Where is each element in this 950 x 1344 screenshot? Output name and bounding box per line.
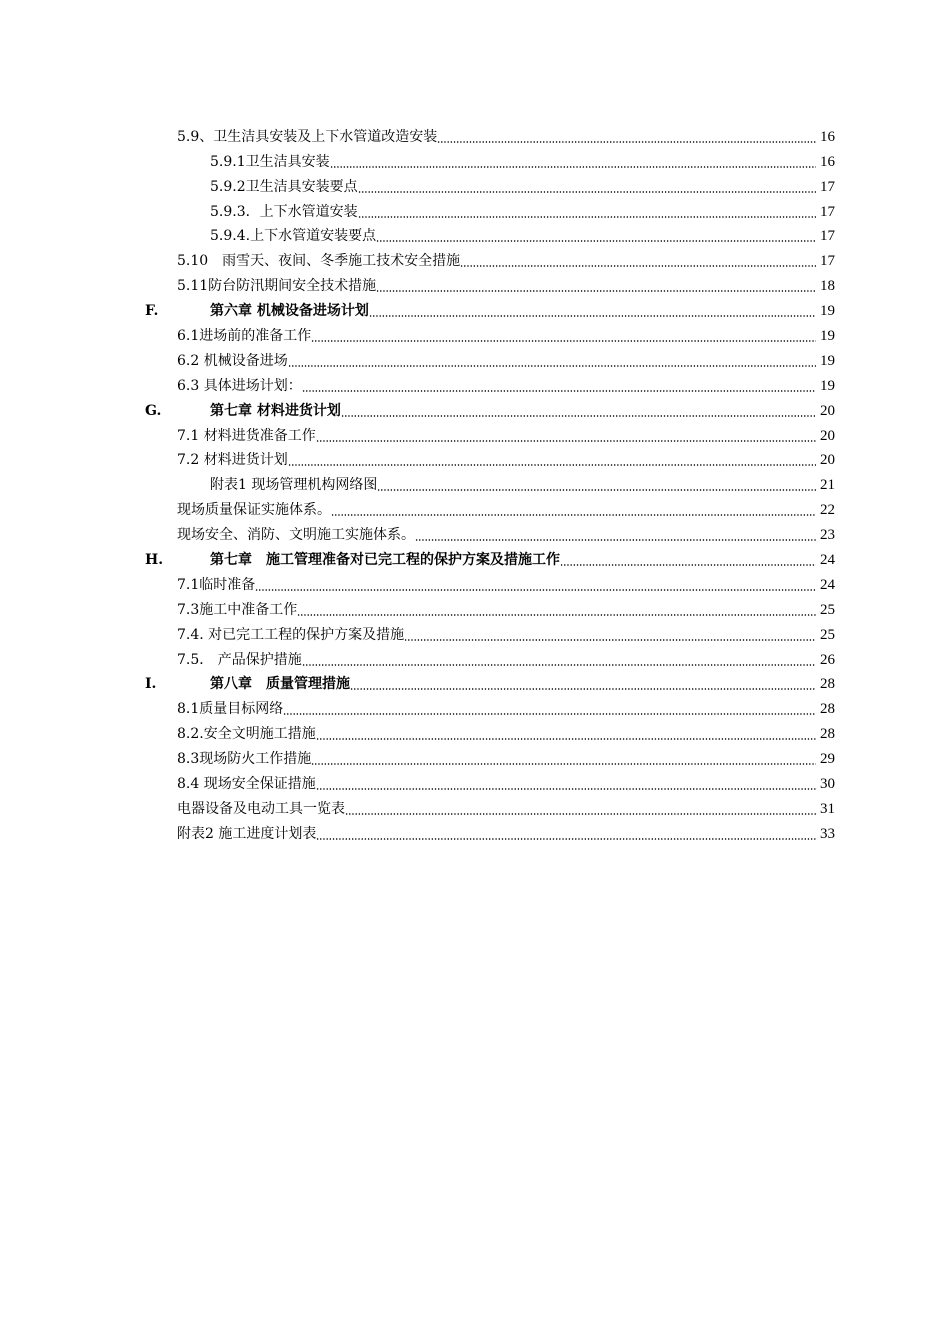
- toc-entry-title: 现场质量保证实施体系。: [177, 502, 331, 519]
- toc-entry-title: 6.3 具体进场计划：: [177, 377, 302, 394]
- toc-entry-body: [177, 352, 835, 370]
- toc-entry-title: 8.3现场防火工作措施: [177, 751, 312, 768]
- toc-entry[interactable]: [145, 597, 835, 622]
- toc-dot-leader: [560, 564, 816, 566]
- toc-entry[interactable]: [145, 771, 835, 796]
- toc-page-number: 17: [820, 178, 835, 195]
- toc-entry-title: 第六章 机械设备进场计划: [210, 303, 369, 320]
- toc-entry[interactable]: [145, 572, 835, 597]
- toc-entry-title: 6.1进场前的准备工作: [177, 328, 312, 345]
- toc-entry-body: [210, 153, 835, 171]
- toc-page-number: 24: [820, 552, 835, 569]
- toc-entry-body: [177, 501, 835, 519]
- toc-entry-body: [177, 651, 835, 669]
- toc-entry-title: 附表2 施工进度计划表: [177, 825, 317, 842]
- toc-entry-title: 现场安全、消防、文明施工实施体系。: [177, 527, 415, 544]
- toc-entry-body: [177, 277, 835, 295]
- toc-page-number: 24: [820, 576, 835, 593]
- toc-entry-title: 5.11防台防汛期间安全技术措施: [177, 278, 377, 295]
- toc-page-number: 20: [820, 452, 835, 469]
- toc-entry[interactable]: [145, 174, 835, 199]
- toc-entry-body: [177, 128, 835, 146]
- toc-page-number: 26: [820, 651, 835, 668]
- toc-entry[interactable]: [145, 298, 835, 323]
- toc-dot-leader: [311, 763, 816, 765]
- toc-entry[interactable]: [145, 423, 835, 448]
- toc-entry-title: 5.10 雨雪天、夜间、冬季施工技术安全措施: [177, 253, 461, 270]
- toc-page-number: 28: [820, 701, 835, 718]
- toc-page-number: 28: [820, 676, 835, 693]
- toc-dot-leader: [330, 166, 816, 168]
- toc-entry-body: [210, 402, 835, 420]
- toc-dot-leader: [415, 539, 816, 541]
- toc-entry-body: [177, 526, 835, 544]
- toc-entry-body: [177, 800, 835, 818]
- toc-dot-leader: [288, 464, 816, 466]
- toc-entry-title: 7.1 材料进货准备工作: [177, 427, 316, 444]
- toc-page-number: 25: [820, 601, 835, 618]
- toc-page-number: 22: [820, 502, 835, 519]
- toc-dot-leader: [460, 265, 816, 267]
- toc-entry-title: 5.9.1卫生洁具安装: [210, 153, 330, 170]
- toc-entry-title: 8.1质量目标网络: [177, 701, 284, 718]
- toc-page-number: 17: [820, 253, 835, 270]
- toc-entry-marker: H.: [145, 552, 164, 569]
- toc-dot-leader: [302, 390, 816, 392]
- toc-dot-leader: [283, 713, 816, 715]
- toc-entry-marker: G.: [145, 402, 162, 419]
- toc-page-number: 19: [820, 377, 835, 394]
- toc-entry-body: [177, 576, 835, 594]
- toc-dot-leader: [350, 688, 816, 690]
- toc-entry-title: 附表1 现场管理机构网络图: [210, 477, 378, 494]
- toc-page-number: 16: [820, 153, 835, 170]
- toc-entry[interactable]: [145, 497, 835, 522]
- toc-dot-leader: [437, 141, 816, 143]
- toc-dot-leader: [297, 614, 816, 616]
- toc-entry-title: 第七章 施工管理准备对已完工程的保护方案及措施工作: [210, 552, 560, 569]
- toc-entry[interactable]: [145, 224, 835, 249]
- table-of-contents: [145, 124, 835, 846]
- toc-page-number: 30: [820, 776, 835, 793]
- toc-page-number: 19: [820, 328, 835, 345]
- toc-entry-body: [177, 825, 835, 843]
- toc-entry-body: [210, 227, 835, 245]
- toc-page-number: 23: [820, 527, 835, 544]
- toc-entry-title: 5.9.2卫生洁具安装要点: [210, 178, 358, 195]
- toc-entry-title: 第八章 质量管理措施: [210, 676, 350, 693]
- toc-entry-body: [177, 700, 835, 718]
- toc-page-number: 28: [820, 726, 835, 743]
- toc-entry[interactable]: [145, 746, 835, 771]
- toc-dot-leader: [376, 290, 816, 292]
- toc-entry-body: [210, 178, 835, 196]
- toc-page-number: 21: [820, 477, 835, 494]
- toc-entry-body: [177, 252, 835, 270]
- toc-dot-leader: [288, 365, 816, 367]
- toc-entry-body: [177, 327, 835, 345]
- toc-page-number: 19: [820, 303, 835, 320]
- toc-entry[interactable]: [145, 149, 835, 174]
- toc-entry[interactable]: [145, 323, 835, 348]
- toc-entry-title: 8.2.安全文明施工措施: [177, 726, 316, 743]
- toc-entry[interactable]: [145, 721, 835, 746]
- toc-entry[interactable]: [145, 348, 835, 373]
- toc-entry[interactable]: [145, 622, 835, 647]
- toc-entry[interactable]: [145, 647, 835, 672]
- toc-entry-body: [177, 377, 835, 395]
- toc-dot-leader: [377, 489, 816, 491]
- toc-entry-body: [177, 601, 835, 619]
- toc-page-number: 33: [820, 825, 835, 842]
- toc-entry[interactable]: [145, 547, 835, 572]
- toc-entry-body: [210, 476, 835, 494]
- toc-entry-title: 6.2 机械设备进场: [177, 352, 288, 369]
- toc-dot-leader: [345, 813, 816, 815]
- toc-page-number: 19: [820, 352, 835, 369]
- toc-entry[interactable]: [145, 796, 835, 821]
- toc-entry[interactable]: [145, 248, 835, 273]
- toc-dot-leader: [316, 738, 816, 740]
- toc-entry-title: 7.5． 产品保护措施: [177, 651, 302, 668]
- toc-entry-title: 7.1临时准备: [177, 576, 256, 593]
- toc-entry[interactable]: [145, 522, 835, 547]
- toc-dot-leader: [316, 788, 816, 790]
- toc-entry-body: [177, 451, 835, 469]
- toc-entry-body: [177, 626, 835, 644]
- toc-page-number: 29: [820, 751, 835, 768]
- toc-entry[interactable]: [145, 373, 835, 398]
- toc-dot-leader: [316, 440, 816, 442]
- toc-entry-title: 5.9.4.上下水管道安装要点: [210, 228, 377, 245]
- toc-entry-body: [210, 675, 835, 693]
- toc-entry-body: [177, 750, 835, 768]
- toc-entry[interactable]: [145, 398, 835, 423]
- toc-entry-title: 7.3施工中准备工作: [177, 601, 298, 618]
- toc-entry-title: 电器设备及电动工具一览表: [177, 800, 345, 817]
- toc-entry[interactable]: [145, 696, 835, 721]
- toc-entry-body: [210, 203, 835, 221]
- toc-dot-leader: [255, 589, 816, 591]
- toc-page-number: 20: [820, 402, 835, 419]
- toc-page-number: 16: [820, 128, 835, 145]
- toc-page-number: 20: [820, 427, 835, 444]
- toc-entry-title: 7.4. 对已完工工程的保护方案及措施: [177, 626, 405, 643]
- toc-page-number: 25: [820, 626, 835, 643]
- toc-dot-leader: [358, 191, 816, 193]
- toc-entry[interactable]: [145, 672, 835, 697]
- toc-entry-title: 8.4 现场安全保证措施: [177, 776, 316, 793]
- toc-entry-marker: I.: [145, 676, 157, 693]
- toc-entry[interactable]: [145, 821, 835, 846]
- toc-page-number: 17: [820, 228, 835, 245]
- toc-dot-leader: [358, 216, 816, 218]
- toc-entry-title: 5.9、卫生洁具安装及上下水管道改造安装: [177, 128, 438, 145]
- toc-entry-body: [177, 775, 835, 793]
- toc-dot-leader: [331, 514, 816, 516]
- toc-entry-body: [177, 427, 835, 445]
- toc-entry-body: [177, 725, 835, 743]
- toc-dot-leader: [316, 838, 816, 840]
- toc-entry-body: [210, 551, 835, 569]
- toc-entry-title: 7.2 材料进货计划: [177, 452, 288, 469]
- toc-dot-leader: [341, 415, 816, 417]
- toc-dot-leader: [404, 639, 816, 641]
- toc-page-number: 17: [820, 203, 835, 220]
- toc-entry[interactable]: [145, 273, 835, 298]
- toc-entry-title: 第七章 材料进货计划: [210, 402, 341, 419]
- toc-dot-leader: [311, 340, 816, 342]
- toc-page-number: 31: [820, 800, 835, 817]
- toc-entry-title: 5.9.3．上下水管道安装: [210, 203, 358, 220]
- toc-entry[interactable]: [145, 199, 835, 224]
- toc-dot-leader: [302, 664, 816, 666]
- toc-entry[interactable]: [145, 448, 835, 473]
- toc-entry[interactable]: [145, 472, 835, 497]
- toc-entry[interactable]: [145, 124, 835, 149]
- toc-entry-body: [210, 302, 835, 320]
- toc-page-number: 18: [820, 278, 835, 295]
- toc-dot-leader: [376, 240, 816, 242]
- toc-dot-leader: [369, 315, 816, 317]
- toc-entry-marker: F.: [145, 303, 159, 320]
